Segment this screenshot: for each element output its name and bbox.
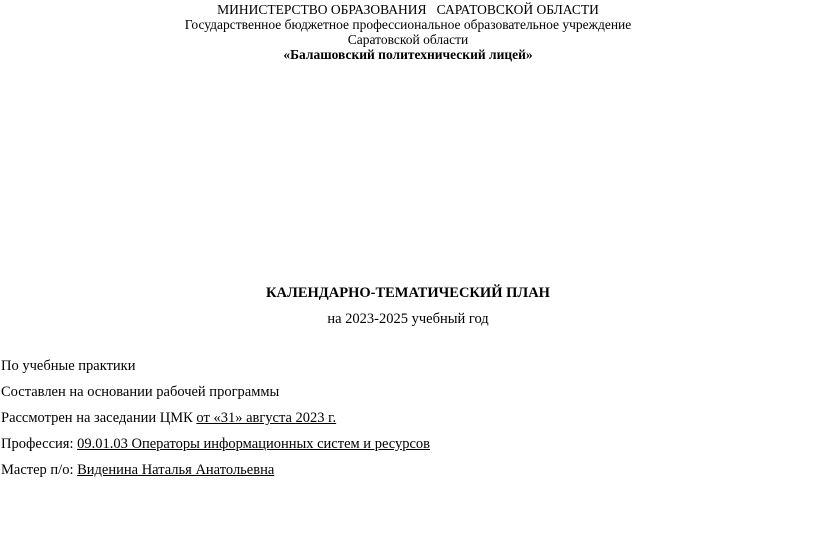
master-line [1, 461, 430, 479]
title-block [0, 284, 816, 328]
reviewed-date: от «31» августа 2023 г. [196, 410, 337, 426]
document-title: КАЛЕНДАРНО-ТЕМАТИЧЕСКИЙ ПЛАН [266, 285, 550, 301]
profession-line [1, 435, 430, 453]
region-name: Саратовской области [347, 32, 469, 47]
document-subtitle: на 2023-2025 учебный год [327, 311, 489, 327]
profession-value: 09.01.03 Операторы информационных систем и ресурсов [77, 436, 431, 452]
profession-label: Профессия: [1, 436, 78, 452]
practice-line: По учебные практики [1, 358, 136, 374]
document-fields [1, 357, 430, 487]
reviewed-label: Рассмотрен на заседании ЦМК [1, 410, 197, 426]
document-header [0, 2, 816, 62]
institution-type: Государственное бюджетное профессиональное образовательное учреждение [184, 17, 632, 32]
institution-name: «Балашовский политехнический лицей» [283, 47, 533, 62]
basis-line: Составлен на основании рабочей программы [1, 384, 280, 400]
reviewed-line [1, 409, 430, 427]
master-name: Виденина Наталья Анатольевна [77, 462, 275, 478]
ministry-name: МИНИСТЕРСТВО ОБРАЗОВАНИЯ САРАТОВСКОЙ ОБЛАСТИ [217, 2, 599, 17]
master-label: Мастер п/о: [1, 462, 78, 478]
